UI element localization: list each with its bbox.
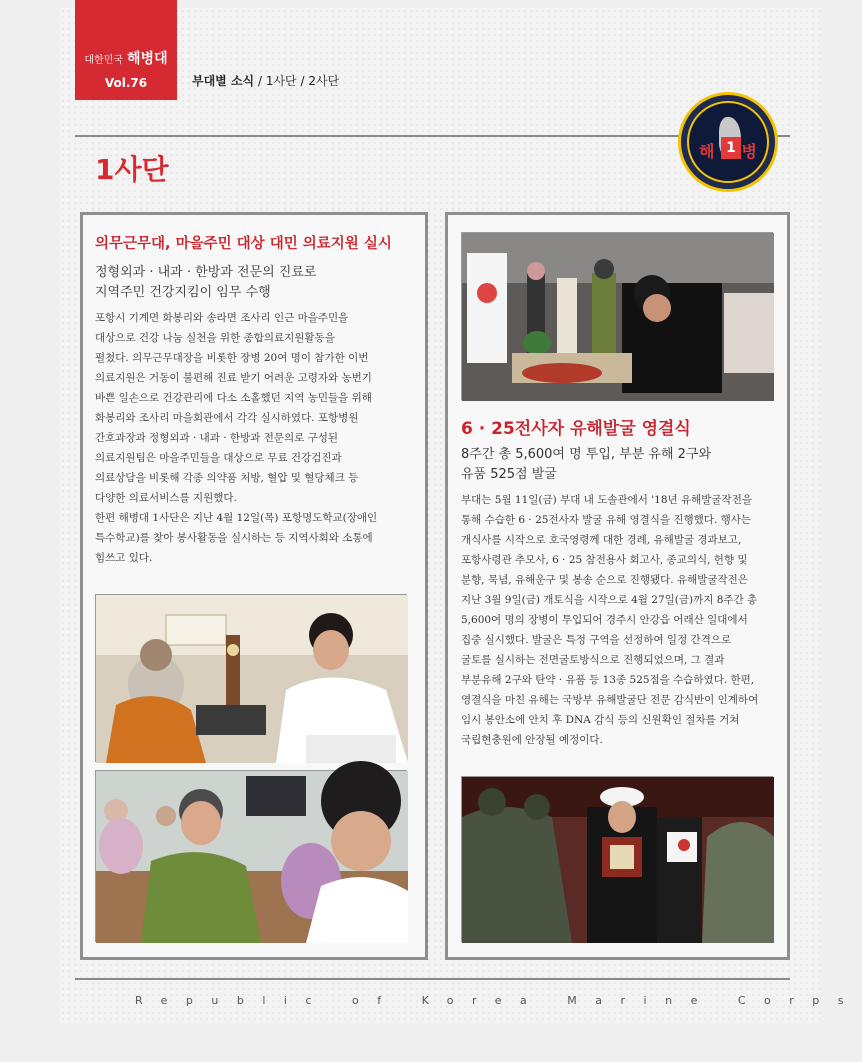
article2-headline: 6 · 25전사자 유해발굴 영결식	[461, 419, 691, 439]
article2-body: 부대는 5월 11일(금) 부대 내 도솔관에서 '18년 유해발굴작전을 통해 수습한 6 · 25전사자 발굴 유해 영결식을 진행했다. 행사는 개식사를 시작으로 호국영령께 대한 경례, 유해발굴 경과보고, 포항사령관 추모사, 6 · 25 참전용사 회고사, 종교의식, 헌향 및 분향, 묵념, 유해운구 및 봉송 순으로 진행됐다. 유해발굴작전은 지난 3월 9일(금) 개토식을 시작으로 4월 27일(금)까지 8주간 총 5,600여 명의 장병이 투입되어 경주시 안강읍 어래산 일대에서 집중 실시했다. 발굴은 특정 구역을 선정하여 일정 간격으로 굴토를 실시하는 전면굴토방식으로 진행되었으며, 그 결과 부분유해 2구와 탄약 · 유품 등 13종 525점을 수습하였다. 한편, 영결식을 마친 유해는 국방부 유해발굴단 전문 감식반이 인계하여 임시 봉안소에 안치 후 DNA 감식 등의 신원확인 절차를 거쳐 국립현충원에 안장될 예정이다.	[461, 494, 759, 746]
volume-number: Vol.76	[104, 76, 148, 90]
bottom-divider	[75, 978, 790, 980]
brand-large-text: 해병대	[127, 51, 168, 67]
photo-honor-guard-illustration	[462, 777, 774, 943]
article1-body: 포항시 기계면 화봉리와 송라면 조사리 인근 마을주민을 대상으로 건강 나눔 실천을 위한 종합의료지원활동을 펼쳤다. 의무근무대장을 비롯한 장병 20여 명이 참가한 이번 의료지원은 거동이 불편해 진료 받기 어려운 고령자와 농번기 바쁜 일손으로 건강관리에 다소 소홀했던 지역 농민들을 위해 화봉리와 조사리 마을회관에서 각각 실시하였다. 포항병원 간호과장과 정형외과 · 내과 · 한방과 전문의로 구성된 의료지원팀은 마을주민들을 대상으로 무료 건강검진과 의료상담을 비롯해 각종 의약품 처방, 혈압 및 혈당체크 등 다양한 의료서비스를 지원했다. 한편 해병대 1사단은 지난 4월 12일(목) 포항명도학교(장애인 특수학교)를 찾아 봉사활동을 실시하는 등 지역사회와 소통에 힘쓰고 있다.	[95, 312, 378, 564]
photo-smiling-resident-illustration	[96, 771, 408, 943]
article1-subhead-line2: 지역주민 건강지킴이 임무 수행	[95, 285, 271, 300]
breadcrumb-current: 부대별 소식	[192, 74, 255, 88]
photo-memorial-altar	[461, 232, 773, 400]
photo-blood-pressure-illustration	[96, 595, 408, 763]
footer-tagline: Republic of Korea Marine Corps	[135, 994, 862, 1007]
magazine-brand	[75, 48, 177, 68]
article1-subhead-line1: 정형외과 · 내과 · 한방과 전문의 진료로	[95, 265, 317, 280]
photo-blood-pressure-check	[95, 594, 407, 762]
section-title: 1사단	[95, 153, 169, 186]
brand-small-text: 대한민국	[84, 55, 124, 66]
emblem-char-left: 해	[699, 142, 715, 161]
emblem-inner-ring	[687, 101, 769, 183]
article2-subhead-line2: 유품 525점 발굴	[461, 467, 557, 482]
article2-subhead-line1: 8주간 총 5,600여 명 투입, 부분 유해 2구와	[461, 447, 712, 462]
breadcrumb-rest: / 1사단 / 2사단	[257, 74, 340, 88]
photo-smiling-resident	[95, 770, 407, 942]
emblem-char-right: 병	[741, 142, 757, 161]
division-emblem	[678, 92, 778, 192]
photo-honor-guard	[461, 776, 773, 942]
article1-headline: 의무근무대, 마을주민 대상 대민 의료지원 실시	[95, 236, 392, 252]
breadcrumb	[192, 72, 339, 89]
emblem-char-mid: 1	[721, 137, 741, 159]
photo-memorial-altar-illustration	[462, 233, 774, 401]
magazine-badge	[75, 0, 177, 100]
